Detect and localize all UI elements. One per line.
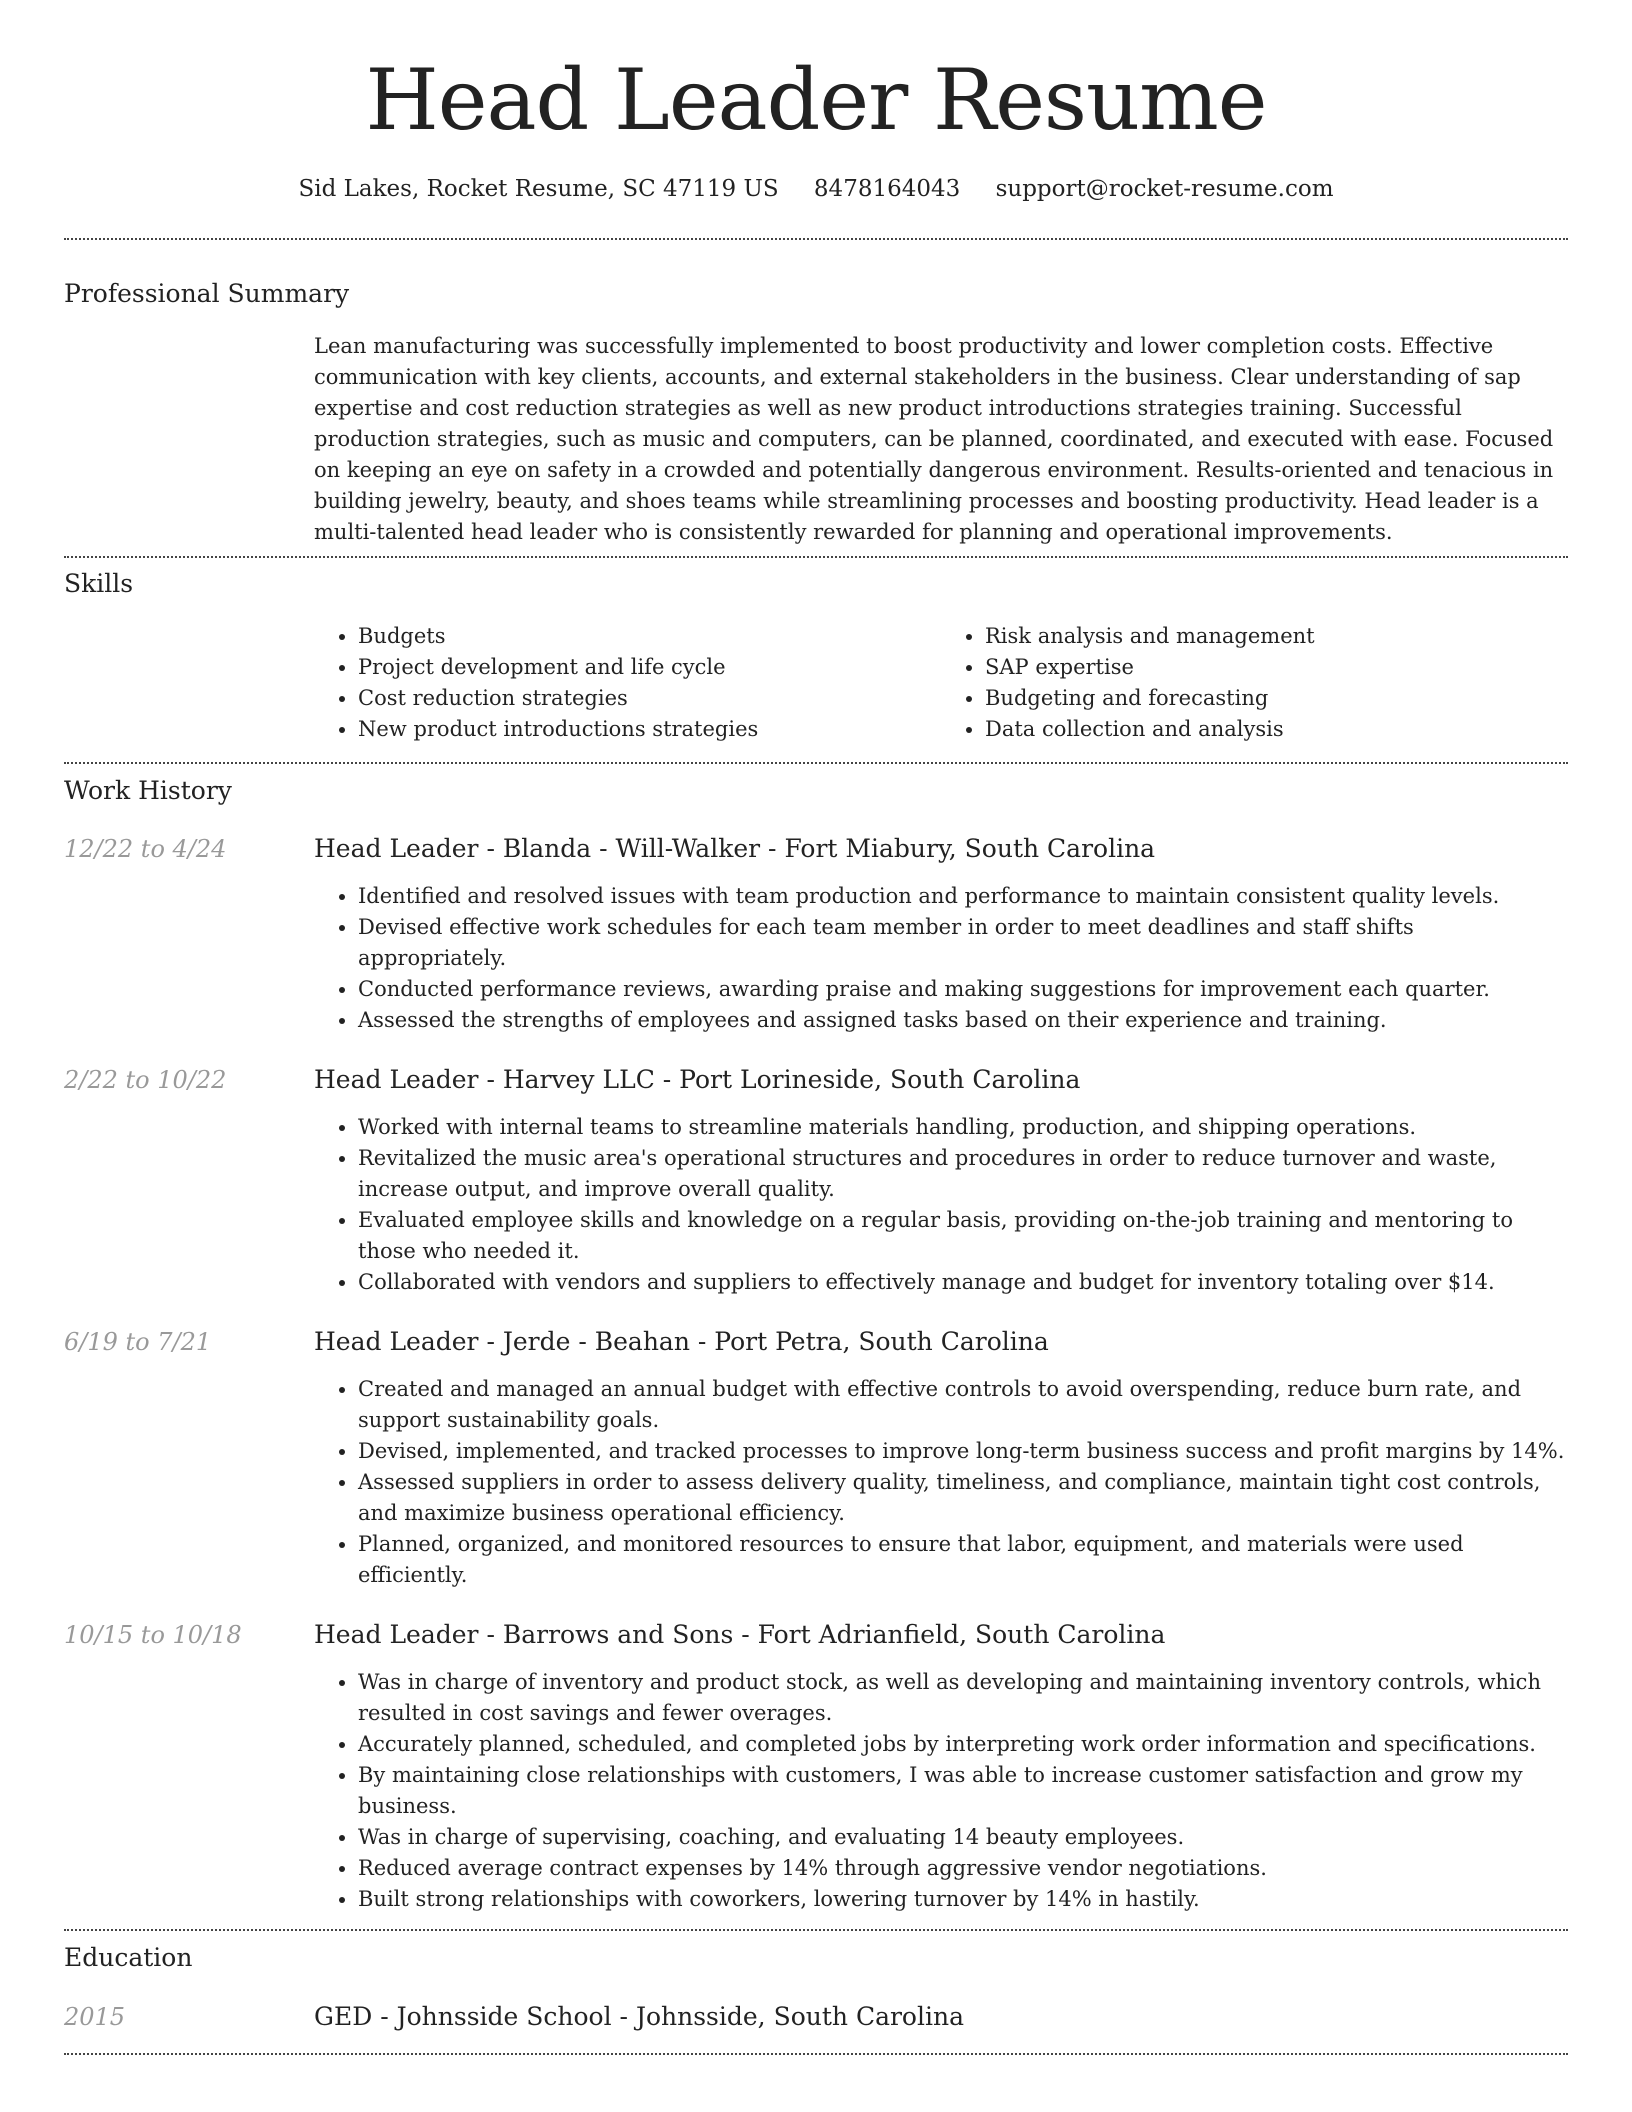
job-bullet: • Evaluated employee skills and knowledge on a regular basis, providing on-the-job training and mentoring to those who needed it. [358,1205,1568,1267]
job-dates: 2/22 to 10/22 [64,1066,227,1094]
skill-item: • Cost reduction strategies [358,683,941,714]
divider [64,556,1568,558]
resume-title: Head Leader Resume [365,51,1267,149]
skill-item: • New product introductions strategies [358,714,941,745]
job-bullets [314,881,1568,1036]
contact-address: Sid Lakes, Rocket Resume, SC 47119 US [298,176,779,202]
job-title: Head Leader - Harvey LLC - Port Lorineside, South Carolina [314,1065,1081,1094]
skills-heading: Skills [64,569,134,598]
job-bullet: • Worked with internal teams to streamline materials handling, production, and shipping operations. [358,1112,1568,1143]
education-heading: Education [64,1943,193,1972]
divider [64,1929,1568,1931]
education-entry [64,2001,1568,2033]
job-bullet: • Created and managed an annual budget with effective controls to avoid overspending, reduce burn rate, and support sustainability goals. [358,1374,1568,1436]
education-title: GED - Johnsside School - Johnsside, South Carolina [314,2002,964,2031]
skills-column-right [941,621,1568,745]
skills-list [314,621,1568,745]
job-bullet: • Identified and resolved issues with team production and performance to maintain consistent quality levels. [358,881,1568,912]
job-bullet: • By maintaining close relationships with customers, I was able to increase customer satisfaction and grow my business. [358,1760,1568,1822]
job-entry [64,1064,1568,1298]
job-bullet: • Conducted performance reviews, awarding praise and making suggestions for improvement each quarter. [358,974,1568,1005]
job-bullet: • Devised effective work schedules for each team member in order to meet deadlines and staff shifts appropriately. [358,912,1568,974]
job-bullet: • Accurately planned, scheduled, and completed jobs by interpreting work order information and specifications. [358,1729,1568,1760]
job-bullet: • Assessed suppliers in order to assess delivery quality, timeliness, and compliance, maintain tight cost controls, and maximize business operational efficiency. [358,1467,1568,1529]
job-dates: 6/19 to 7/21 [64,1328,212,1356]
job-bullets [314,1374,1568,1591]
job-bullet: • Built strong relationships with coworkers, lowering turnover by 14% in hastily. [358,1884,1568,1915]
job-title: Head Leader - Blanda - Will-Walker - Fort Miabury, South Carolina [314,834,1156,863]
job-title: Head Leader - Jerde - Beahan - Port Petra, South Carolina [314,1327,1049,1356]
divider [64,2053,1568,2055]
job-bullet: • Revitalized the music area's operational structures and procedures in order to reduce turnover and waste, increase output, and improve overall quality. [358,1143,1568,1205]
job-bullets [314,1112,1568,1298]
job-bullet: • Reduced average contract expenses by 14% through aggressive vendor negotiations. [358,1853,1568,1884]
skill-item: • Budgets [358,621,941,652]
resume-page [64,0,1568,2055]
job-entry [64,1326,1568,1591]
job-bullet: • Planned, organized, and monitored resources to ensure that labor, equipment, and materials were used efficiently. [358,1529,1568,1591]
job-bullet: • Assessed the strengths of employees and assigned tasks based on their experience and training. [358,1005,1568,1036]
job-bullet: • Devised, implemented, and tracked processes to improve long-term business success and profit margins by 14%. [358,1436,1568,1467]
skill-item: • Project development and life cycle [358,652,941,683]
job-title: Head Leader - Barrows and Sons - Fort Adrianfield, South Carolina [314,1620,1166,1649]
contact-email: support@rocket-resume.com [995,176,1334,202]
skill-item: • Data collection and analysis [985,714,1568,745]
skill-item: • Risk analysis and management [985,621,1568,652]
summary-section [314,331,1568,548]
skill-item: • SAP expertise [985,652,1568,683]
contact-phone: 8478164043 [813,176,961,202]
education-year: 2015 [64,2003,126,2031]
summary-text: Lean manufacturing was successfully implemented to boost productivity and lower completion costs. Effective communication with key clients, accounts, and external stakeholders in the business. Clear understanding of sap expertise and cost reduction strategies as well as new product introductions strategies training. Successful production strategies, such as music and computers, can be planned, coordinated, and executed with ease. Focused on keeping an eye on safety in a crowded and potentially dangerous environment. Results-oriented and tenacious in building jewelry, beauty, and shoes teams while streamlining processes and boosting productivity. Head leader is a multi-talented head leader who is consistently rewarded for planning and operational improvements. [314,334,1554,544]
work-history-heading: Work History [64,776,232,805]
skill-item: • Budgeting and forecasting [985,683,1568,714]
job-entry [64,1619,1568,1915]
job-bullet: • Was in charge of supervising, coaching, and evaluating 14 beauty employees. [358,1822,1568,1853]
summary-heading: Professional Summary [64,279,350,308]
job-bullets [314,1667,1568,1915]
job-entry [64,833,1568,1036]
job-bullet: • Was in charge of inventory and product stock, as well as developing and maintaining inventory controls, which resulted in cost savings and fewer overages. [358,1667,1568,1729]
job-bullet: • Collaborated with vendors and suppliers to effectively manage and budget for inventory totaling over $14. [358,1267,1568,1298]
job-dates: 10/15 to 10/18 [64,1621,242,1649]
skills-column-left [314,621,941,745]
divider [64,762,1568,764]
job-dates: 12/22 to 4/24 [64,835,227,863]
contact-line [64,174,1568,204]
divider [64,238,1568,240]
